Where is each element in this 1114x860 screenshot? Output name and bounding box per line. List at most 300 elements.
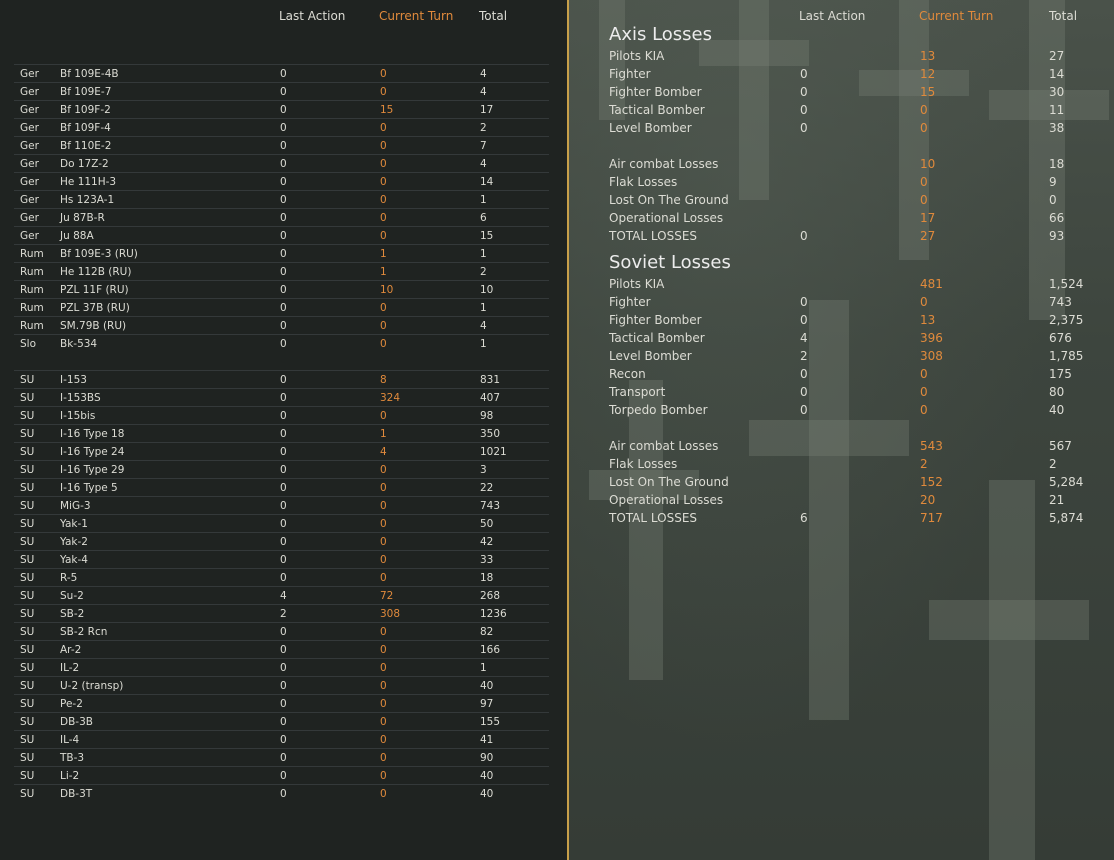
last-action-value: 0 (800, 85, 808, 99)
current-turn-value: 0 (920, 193, 928, 207)
table-row[interactable] (14, 136, 549, 155)
table-row[interactable] (14, 316, 549, 335)
total-cell: 97 (480, 698, 494, 710)
summary-row (609, 227, 1109, 245)
last-action-value: 2 (800, 349, 808, 363)
table-row[interactable] (14, 532, 549, 551)
summary-row (609, 347, 1109, 365)
total-cell: 1 (480, 194, 487, 206)
last-action-value: 0 (800, 295, 808, 309)
current-turn-cell: 0 (380, 230, 387, 242)
last-action-cell: 0 (280, 662, 287, 674)
total-cell: 1 (480, 302, 487, 314)
current-turn-cell: 0 (380, 572, 387, 584)
nation-cell: Rum (20, 284, 44, 296)
last-action-cell: 0 (280, 554, 287, 566)
table-row[interactable] (14, 784, 549, 803)
section-title: Soviet Losses (609, 252, 731, 273)
nation-cell: Ger (20, 140, 39, 152)
table-row[interactable] (14, 82, 549, 101)
current-turn-cell: 15 (380, 104, 394, 116)
table-row[interactable] (14, 586, 549, 605)
aircraft-name-cell: Li-2 (60, 770, 80, 782)
summary-row (609, 101, 1109, 119)
summary-row (609, 191, 1109, 209)
last-action-cell: 0 (280, 392, 287, 404)
total-cell: 743 (480, 500, 501, 512)
current-turn-value: 308 (920, 349, 943, 363)
summary-label: Pilots KIA (609, 49, 665, 63)
nation-cell: SU (20, 410, 35, 422)
last-action-cell: 0 (280, 266, 287, 278)
current-turn-cell: 10 (380, 284, 394, 296)
last-action-cell: 0 (280, 68, 287, 80)
nation-cell: SU (20, 626, 35, 638)
total-cell: 1 (480, 248, 487, 260)
total-value: 9 (1049, 175, 1057, 189)
table-row[interactable] (14, 172, 549, 191)
nation-cell: SU (20, 788, 35, 800)
summary-label: Torpedo Bomber (609, 403, 708, 417)
summary-label: Operational Losses (609, 493, 724, 507)
aircraft-name-cell: Bf 110E-2 (60, 140, 112, 152)
aircraft-name-cell: I-16 Type 18 (60, 428, 125, 440)
current-turn-value: 0 (920, 403, 928, 417)
aircraft-name-cell: I-16 Type 29 (60, 464, 125, 476)
nation-cell: SU (20, 680, 35, 692)
current-turn-cell: 0 (380, 140, 387, 152)
total-value: 18 (1049, 157, 1065, 171)
aircraft-name-cell: Ju 87B-R (60, 212, 105, 224)
nation-cell: SU (20, 590, 35, 602)
summary-label: Air combat Losses (609, 439, 719, 453)
table-row[interactable] (14, 424, 549, 443)
total-cell: 6 (480, 212, 487, 224)
total-cell: 1 (480, 338, 487, 350)
total-value: 80 (1049, 385, 1065, 399)
total-cell: 18 (480, 572, 494, 584)
summary-row (609, 119, 1109, 137)
nation-cell: Ger (20, 158, 39, 170)
current-turn-cell: 0 (380, 680, 387, 692)
last-action-cell: 0 (280, 374, 287, 386)
summary-row (609, 455, 1109, 473)
last-action-value: 0 (800, 385, 808, 399)
nation-cell: Rum (20, 320, 44, 332)
total-value: 14 (1049, 67, 1065, 81)
nation-cell: SU (20, 770, 35, 782)
nation-cell: Ger (20, 194, 39, 206)
last-action-cell: 0 (280, 572, 287, 584)
current-turn-cell: 0 (380, 320, 387, 332)
total-cell: 1021 (480, 446, 507, 458)
aircraft-name-cell: I-15bis (60, 410, 96, 422)
aircraft-name-cell: SM.79B (RU) (60, 320, 127, 332)
summary-row (609, 365, 1109, 383)
last-action-cell: 0 (280, 536, 287, 548)
table-row[interactable] (14, 550, 549, 569)
aircraft-name-cell: Ju 88A (60, 230, 94, 242)
total-cell: 4 (480, 320, 487, 332)
aircraft-name-cell: Bf 109E-7 (60, 86, 112, 98)
total-cell: 42 (480, 536, 494, 548)
nation-cell: SU (20, 464, 35, 476)
total-value: 743 (1049, 295, 1072, 309)
last-action-cell: 0 (280, 482, 287, 494)
aircraft-name-cell: DB-3T (60, 788, 93, 800)
current-turn-cell: 0 (380, 644, 387, 656)
table-row[interactable] (14, 370, 549, 389)
current-turn-cell: 0 (380, 698, 387, 710)
current-turn-value: 2 (920, 457, 928, 471)
table-row[interactable] (14, 226, 549, 245)
aircraft-name-cell: R-5 (60, 572, 78, 584)
summary-label: Fighter Bomber (609, 313, 702, 327)
last-action-cell: 0 (280, 788, 287, 800)
table-row[interactable] (14, 442, 549, 461)
current-turn-value: 0 (920, 385, 928, 399)
current-turn-cell: 0 (380, 122, 387, 134)
nation-cell: SU (20, 644, 35, 656)
summary-row (609, 83, 1109, 101)
last-action-cell: 0 (280, 734, 287, 746)
last-action-cell: 2 (280, 608, 287, 620)
current-turn-cell: 0 (380, 536, 387, 548)
total-cell: 4 (480, 158, 487, 170)
last-action-cell: 4 (280, 590, 287, 602)
summary-label: Fighter (609, 67, 651, 81)
header-current-turn[interactable]: Current Turn (379, 9, 454, 23)
total-cell: 155 (480, 716, 501, 728)
summary-row (609, 173, 1109, 191)
table-row[interactable] (14, 406, 549, 425)
current-turn-cell: 0 (380, 68, 387, 80)
total-cell: 4 (480, 86, 487, 98)
header-total[interactable]: Total (479, 9, 508, 23)
total-cell: 407 (480, 392, 501, 404)
total-cell: 3 (480, 464, 487, 476)
current-turn-value: 20 (920, 493, 936, 507)
last-action-cell: 0 (280, 428, 287, 440)
current-turn-cell: 0 (380, 464, 387, 476)
total-value: 5,874 (1049, 511, 1084, 525)
last-action-cell: 0 (280, 716, 287, 728)
summary-label: Pilots KIA (609, 277, 665, 291)
current-turn-value: 717 (920, 511, 943, 525)
nation-cell: SU (20, 518, 35, 530)
total-cell: 1 (480, 662, 487, 674)
current-turn-cell: 0 (380, 338, 387, 350)
total-value: 1,524 (1049, 277, 1084, 291)
summary-row (609, 311, 1109, 329)
aircraft-name-cell: Ar-2 (60, 644, 82, 656)
table-row[interactable] (14, 208, 549, 227)
summary-label: Air combat Losses (609, 157, 719, 171)
nation-cell: Slo (20, 338, 37, 350)
summary-row (609, 329, 1109, 347)
total-cell: 166 (480, 644, 501, 656)
table-row[interactable] (14, 262, 549, 281)
current-turn-cell: 0 (380, 302, 387, 314)
summary-row (609, 437, 1109, 455)
last-action-value: 0 (800, 403, 808, 417)
summary-row (609, 383, 1109, 401)
nation-cell: SU (20, 698, 35, 710)
total-value: 38 (1049, 121, 1065, 135)
aircraft-name-cell: SB-2 (60, 608, 85, 620)
summary-row (609, 473, 1109, 491)
total-cell: 90 (480, 752, 494, 764)
current-turn-cell: 0 (380, 518, 387, 530)
header-last-action[interactable]: Last Action (799, 9, 866, 23)
table-row[interactable] (14, 640, 549, 659)
table-row[interactable] (14, 694, 549, 713)
current-turn-cell: 0 (380, 716, 387, 728)
total-cell: 268 (480, 590, 501, 602)
summary-row (609, 401, 1109, 419)
table-row[interactable] (14, 118, 549, 137)
header-total[interactable]: Total (1049, 9, 1078, 23)
last-action-cell: 0 (280, 464, 287, 476)
current-turn-value: 0 (920, 103, 928, 117)
table-row[interactable] (14, 604, 549, 623)
nation-cell: SU (20, 536, 35, 548)
total-cell: 2 (480, 122, 487, 134)
last-action-cell: 0 (280, 122, 287, 134)
current-turn-cell: 0 (380, 86, 387, 98)
total-cell: 50 (480, 518, 494, 530)
total-cell: 82 (480, 626, 494, 638)
aircraft-name-cell: U-2 (transp) (60, 680, 124, 692)
total-cell: 10 (480, 284, 494, 296)
nation-cell: Rum (20, 302, 44, 314)
total-cell: 22 (480, 482, 494, 494)
summary-label: Operational Losses (609, 211, 724, 225)
nation-cell: Ger (20, 86, 39, 98)
total-cell: 14 (480, 176, 494, 188)
total-value: 66 (1049, 211, 1065, 225)
aircraft-name-cell: Bk-534 (60, 338, 98, 350)
last-action-cell: 0 (280, 770, 287, 782)
summary-label: Level Bomber (609, 349, 692, 363)
total-value: 567 (1049, 439, 1072, 453)
last-action-value: 0 (800, 67, 808, 81)
current-turn-value: 10 (920, 157, 936, 171)
current-turn-cell: 0 (380, 158, 387, 170)
current-turn-cell: 0 (380, 194, 387, 206)
current-turn-value: 27 (920, 229, 936, 243)
table-row[interactable] (14, 64, 549, 83)
summary-row (609, 293, 1109, 311)
current-turn-cell: 0 (380, 752, 387, 764)
table-row[interactable] (14, 280, 549, 299)
current-turn-value: 15 (920, 85, 936, 99)
table-row[interactable] (14, 334, 549, 353)
current-turn-value: 0 (920, 121, 928, 135)
total-cell: 40 (480, 788, 494, 800)
current-turn-cell: 0 (380, 410, 387, 422)
table-row[interactable] (14, 478, 549, 497)
nation-cell: Ger (20, 212, 39, 224)
aircraft-name-cell: I-153 (60, 374, 87, 386)
current-turn-cell: 4 (380, 446, 387, 458)
total-cell: 40 (480, 770, 494, 782)
current-turn-cell: 72 (380, 590, 394, 602)
summary-label: Lost On The Ground (609, 475, 729, 489)
nation-cell: SU (20, 662, 35, 674)
total-value: 2,375 (1049, 313, 1084, 327)
current-turn-value: 0 (920, 367, 928, 381)
losses-summary-panel (569, 0, 1114, 860)
nation-cell: Rum (20, 248, 44, 260)
current-turn-cell: 0 (380, 788, 387, 800)
current-turn-cell: 0 (380, 176, 387, 188)
summary-row (609, 275, 1109, 293)
last-action-cell: 0 (280, 158, 287, 170)
last-action-cell: 0 (280, 176, 287, 188)
total-value: 175 (1049, 367, 1072, 381)
nation-cell: SU (20, 446, 35, 458)
aircraft-name-cell: PZL 37B (RU) (60, 302, 130, 314)
nation-cell: Ger (20, 230, 39, 242)
table-row[interactable] (14, 100, 549, 119)
aircraft-name-cell: PZL 11F (RU) (60, 284, 129, 296)
nation-cell: SU (20, 482, 35, 494)
last-action-value: 4 (800, 331, 808, 345)
last-action-value: 0 (800, 313, 808, 327)
current-turn-cell: 324 (380, 392, 401, 404)
last-action-cell: 0 (280, 500, 287, 512)
nation-cell: SU (20, 572, 35, 584)
aircraft-name-cell: SB-2 Rcn (60, 626, 108, 638)
current-turn-cell: 0 (380, 626, 387, 638)
table-row[interactable] (14, 460, 549, 479)
aircraft-name-cell: I-16 Type 5 (60, 482, 118, 494)
aircraft-name-cell: DB-3B (60, 716, 93, 728)
aircraft-name-cell: He 112B (RU) (60, 266, 132, 278)
table-row[interactable] (14, 730, 549, 749)
total-cell: 40 (480, 680, 494, 692)
total-cell: 7 (480, 140, 487, 152)
summary-label: Transport (609, 385, 666, 399)
header-current-turn[interactable]: Current Turn (919, 9, 994, 23)
total-value: 5,284 (1049, 475, 1084, 489)
last-action-value: 6 (800, 511, 808, 525)
summary-row (609, 155, 1109, 173)
table-row[interactable] (14, 496, 549, 515)
table-row[interactable] (14, 154, 549, 173)
table-row[interactable] (14, 298, 549, 317)
aircraft-name-cell: Bf 109F-4 (60, 122, 111, 134)
table-row[interactable] (14, 622, 549, 641)
table-row[interactable] (14, 658, 549, 677)
total-cell: 15 (480, 230, 494, 242)
aircraft-name-cell: I-16 Type 24 (60, 446, 125, 458)
last-action-value: 0 (800, 103, 808, 117)
table-row[interactable] (14, 712, 549, 731)
last-action-cell: 0 (280, 104, 287, 116)
total-cell: 33 (480, 554, 494, 566)
nation-cell: SU (20, 716, 35, 728)
summary-row (609, 47, 1109, 65)
aircraft-name-cell: TB-3 (60, 752, 85, 764)
current-turn-cell: 1 (380, 248, 387, 260)
last-action-cell: 0 (280, 284, 287, 296)
table-row[interactable] (14, 244, 549, 263)
header-last-action[interactable]: Last Action (279, 9, 346, 23)
last-action-cell: 0 (280, 320, 287, 332)
summary-row (609, 65, 1109, 83)
current-turn-cell: 8 (380, 374, 387, 386)
last-action-cell: 0 (280, 410, 287, 422)
total-cell: 350 (480, 428, 501, 440)
summary-label: Tactical Bomber (609, 331, 705, 345)
current-turn-cell: 0 (380, 554, 387, 566)
aircraft-name-cell: IL-4 (60, 734, 80, 746)
summary-row (609, 509, 1109, 527)
aircraft-name-cell: Bf 109F-2 (60, 104, 111, 116)
table-row[interactable] (14, 748, 549, 767)
total-value: 676 (1049, 331, 1072, 345)
last-action-cell: 0 (280, 518, 287, 530)
current-turn-value: 396 (920, 331, 943, 345)
aircraft-name-cell: Hs 123A-1 (60, 194, 115, 206)
last-action-cell: 0 (280, 248, 287, 260)
nation-cell: SU (20, 500, 35, 512)
aircraft-name-cell: He 111H-3 (60, 176, 117, 188)
last-action-cell: 0 (280, 230, 287, 242)
nation-cell: Ger (20, 176, 39, 188)
summary-label: Recon (609, 367, 646, 381)
total-value: 0 (1049, 193, 1057, 207)
nation-cell: Ger (20, 122, 39, 134)
current-turn-value: 13 (920, 313, 936, 327)
nation-cell: Ger (20, 68, 39, 80)
last-action-value: 0 (800, 121, 808, 135)
summary-label: Fighter Bomber (609, 85, 702, 99)
total-cell: 2 (480, 266, 487, 278)
nation-cell: SU (20, 554, 35, 566)
aircraft-name-cell: I-153BS (60, 392, 101, 404)
total-value: 1,785 (1049, 349, 1084, 363)
nation-cell: SU (20, 428, 35, 440)
summary-label: TOTAL LOSSES (609, 511, 698, 525)
current-turn-value: 0 (920, 175, 928, 189)
table-row[interactable] (14, 766, 549, 785)
summary-label: Tactical Bomber (609, 103, 705, 117)
table-row[interactable] (14, 514, 549, 533)
table-row[interactable] (14, 568, 549, 587)
total-value: 2 (1049, 457, 1057, 471)
total-value: 93 (1049, 229, 1065, 243)
total-value: 30 (1049, 85, 1065, 99)
last-action-cell: 0 (280, 680, 287, 692)
aircraft-name-cell: Yak-4 (60, 554, 88, 566)
aircraft-name-cell: Yak-2 (60, 536, 88, 548)
aircraft-name-cell: MiG-3 (60, 500, 91, 512)
aircraft-name-cell: Bf 109E-4B (60, 68, 119, 80)
table-row[interactable] (14, 676, 549, 695)
current-turn-value: 12 (920, 67, 936, 81)
table-row[interactable] (14, 388, 549, 407)
current-turn-value: 152 (920, 475, 943, 489)
aircraft-name-cell: Do 17Z-2 (60, 158, 109, 170)
total-cell: 4 (480, 68, 487, 80)
summary-label: TOTAL LOSSES (609, 229, 698, 243)
table-row[interactable] (14, 190, 549, 209)
aircraft-name-cell: IL-2 (60, 662, 80, 674)
nation-cell: Rum (20, 266, 44, 278)
